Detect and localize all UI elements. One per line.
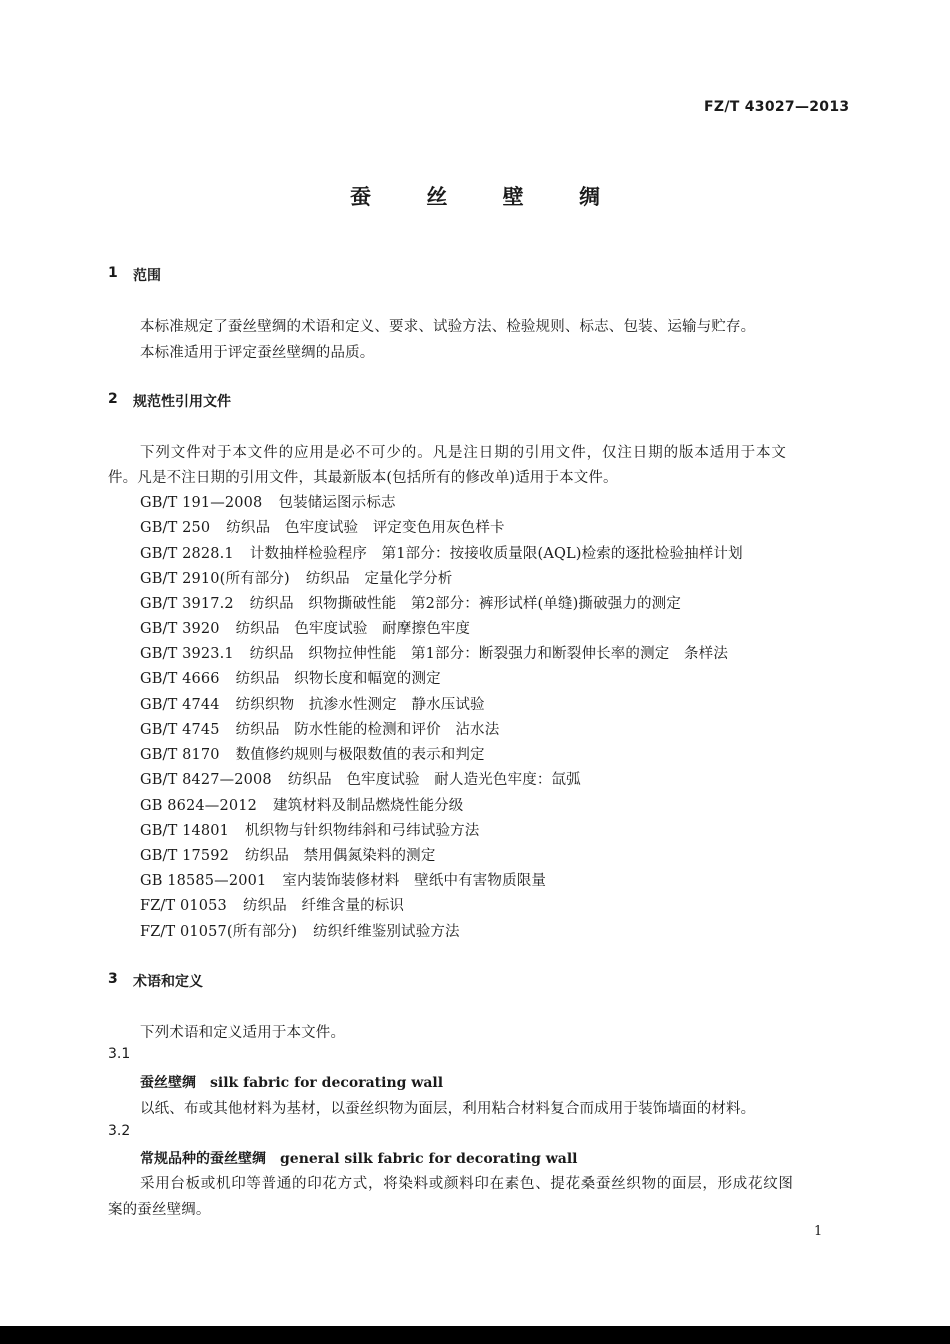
reference-item: [140, 516, 505, 537]
reference-item: [140, 491, 396, 512]
reference-item: [140, 819, 479, 840]
term-chinese: 常规品种的蚕丝壁绸: [140, 1151, 266, 1167]
definition-3-2-term: [140, 1148, 578, 1168]
term-english: general silk fabric for decorating wall: [280, 1151, 578, 1167]
reference-name: 纺织品 织物长度和幅宽的测定: [235, 671, 441, 687]
reference-name: 纺织品 织物拉伸性能 第1部分：断裂强力和断裂伸长率的测定 条样法: [249, 646, 728, 662]
reference-code: GB/T 8170: [140, 747, 220, 763]
reference-code: GB/T 2828.1: [140, 546, 234, 562]
reference-name: 纺织品 防水性能的检测和评价 沾水法: [235, 722, 500, 738]
reference-item: [140, 617, 470, 638]
reference-name: 包装储运图示标志: [278, 495, 396, 511]
reference-code: GB/T 3917.2: [140, 596, 234, 612]
section-2-intro-line-1: 下列文件对于本文件的应用是必不可少的。凡是注日期的引用文件，仅注日期的版本适用于本文: [140, 445, 787, 461]
reference-code: GB/T 3923.1: [140, 646, 234, 662]
reference-code: GB/T 4745: [140, 722, 220, 738]
section-2-number: 2: [108, 391, 118, 407]
reference-name: 建筑材料及制品燃烧性能分级: [272, 798, 464, 814]
reference-item: [140, 567, 452, 588]
reference-item: [140, 542, 743, 563]
reference-item: [140, 718, 499, 739]
reference-name: 纺织品 纤维含量的标识: [242, 898, 405, 914]
reference-code: GB/T 250: [140, 520, 211, 536]
definition-3-1-term: [140, 1072, 443, 1092]
reference-name: 室内装饰装修材料 壁纸中有害物质限量: [282, 873, 547, 889]
reference-code: GB/T 3920: [140, 621, 220, 637]
reference-code: GB/T 17592: [140, 848, 230, 864]
reference-name: 纺织品 色牢度试验 耐摩擦色牢度: [235, 621, 471, 637]
definition-3-2-text-line-2: 案的蚕丝壁绸。: [108, 1202, 211, 1218]
definition-3-1-number: 3.1: [108, 1046, 131, 1062]
reference-code: FZ/T 01057(所有部分): [140, 924, 298, 940]
reference-code: FZ/T 01053: [140, 898, 227, 914]
reference-name: 纺织纤维鉴别试验方法: [313, 924, 460, 940]
section-3-title: 术语和定义: [133, 974, 203, 990]
document-title: 蚕 丝 壁 绸: [350, 185, 624, 209]
reference-code: GB 8624—2012: [140, 798, 257, 814]
reference-name: 纺织品 织物撕破性能 第2部分：裤形试样(单缝)撕破强力的测定: [249, 596, 681, 612]
reference-item: [140, 592, 681, 613]
reference-code: GB 18585—2001: [140, 873, 267, 889]
definition-3-2-number: 3.2: [108, 1123, 131, 1139]
section-2-title: 规范性引用文件: [133, 394, 231, 410]
section-3-intro: 下列术语和定义适用于本文件。: [140, 1025, 346, 1041]
reference-item: [140, 768, 581, 789]
reference-name: 数值修约规则与极限数值的表示和判定: [235, 747, 485, 763]
reference-name: 纺织品 色牢度试验 评定变色用灰色样卡: [226, 520, 505, 536]
section-1-number: 1: [108, 265, 118, 281]
reference-name: 纺织品 色牢度试验 耐人造光色牢度：氙弧: [287, 772, 581, 788]
section-1-paragraph-1: 本标准规定了蚕丝壁绸的术语和定义、要求、试验方法、检验规则、标志、包装、运输与贮存。: [140, 319, 756, 335]
reference-item: [140, 920, 460, 941]
term-chinese: 蚕丝壁绸: [140, 1075, 196, 1091]
reference-code: GB/T 14801: [140, 823, 230, 839]
reference-item: [140, 869, 546, 890]
reference-item: [140, 743, 485, 764]
reference-code: GB/T 2910(所有部分): [140, 571, 290, 587]
reference-item: [140, 844, 435, 865]
section-2-intro-line-2: 件。凡是不注日期的引用文件，其最新版本(包括所有的修改单)适用于本文件。: [108, 470, 618, 486]
reference-name: 纺织织物 抗渗水性测定 静水压试验: [235, 697, 485, 713]
section-1-title: 范围: [133, 268, 161, 284]
reference-code: GB/T 8427—2008: [140, 772, 272, 788]
reference-code: GB/T 191—2008: [140, 495, 263, 511]
reference-item: [140, 642, 728, 663]
reference-code: GB/T 4744: [140, 697, 220, 713]
definition-3-1-text: 以纸、布或其他材料为基材，以蚕丝织物为面层，利用粘合材料复合而成用于装饰墙面的材料。: [140, 1101, 756, 1117]
definition-3-2-text-line-1: 采用台板或机印等普通的印花方式，将染料或颜料印在素色、提花桑蚕丝织物的面层，形成花纹图: [140, 1176, 794, 1192]
header-standard-code: FZ/T 43027—2013: [704, 99, 850, 115]
reference-item: [140, 894, 404, 915]
reference-item: [140, 667, 441, 688]
reference-name: 机织物与针织物纬斜和弓纬试验方法: [245, 823, 480, 839]
reference-code: GB/T 4666: [140, 671, 220, 687]
reference-name: 计数抽样检验程序 第1部分：按接收质量限(AQL)检索的逐批检验抽样计划: [249, 546, 743, 562]
page-number: 1: [814, 1224, 823, 1239]
bottom-bar: [0, 1326, 950, 1344]
reference-name: 纺织品 禁用偶氮染料的测定: [245, 848, 436, 864]
reference-name: 纺织品 定量化学分析: [305, 571, 453, 587]
term-english: silk fabric for decorating wall: [210, 1075, 444, 1091]
section-3-number: 3: [108, 971, 118, 987]
reference-item: [140, 794, 463, 815]
section-1-paragraph-2: 本标准适用于评定蚕丝壁绸的品质。: [140, 345, 375, 361]
reference-item: [140, 693, 485, 714]
